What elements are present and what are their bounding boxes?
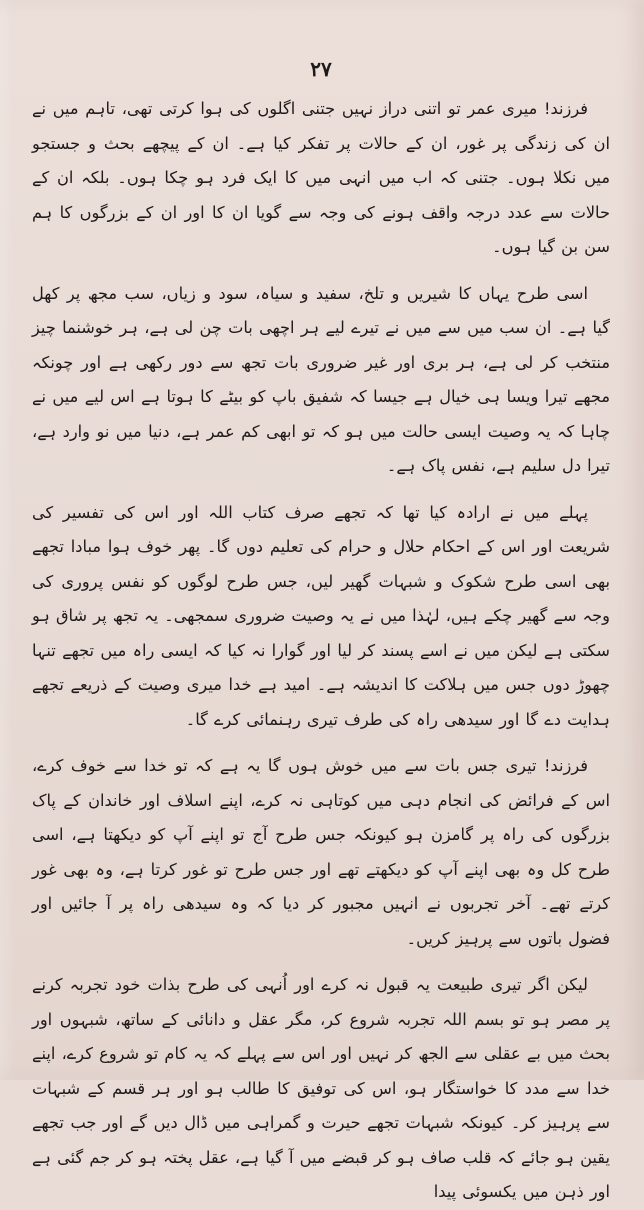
paragraph: فرزند! تیری جس بات سے میں خوش ہوں گا یہ ہے کہ تو خدا سے خوف کرے، اس کے فرائض کی انجام دہی میں کوتاہی نہ کرے، اپنے اسلاف اور خاندان کے پاک بزرگوں کی راہ پر گامزن ہو کیونکہ جس طرح آج تو اپنے آپ کو دیکھتا ہے، اسی طرح کل وہ بھی اپنے آپ کو دیکھتے تھے اور جس طرح تو غور کرتا ہے، وہ بھی غور کرتے تھے۔ آخر تجربوں نے انہیں مجبور کر دیا کہ وہ سیدھی راہ پر آ جائیں اور فضول باتوں سے پرہیز کریں۔ xyxy=(32,756,610,948)
paragraph: پہلے میں نے ارادہ کیا تھا کہ تجھے صرف کتاب اللہ اور اس کی تفسیر کی شریعت اور اس کے احکام حلال و حرام کی تعلیم دوں گا۔ پھر خوف ہوا مبادا تجھے بھی اسی طرح شکوک و شبہات گھیر لیں، جس طرح لوگوں کو نفس پروری کی وجہ سے گھیر چکے ہیں، لہٰذا میں نے یہ وصیت ضروری سمجھی۔ یہ تجھ پر شاق ہو سکتی ہے لیکن میں نے اسے پسند کر لیا اور گوارا نہ کیا کہ ایسی راہ میں تجھے تنہا چھوڑ دوں جس میں ہلاکت کا اندیشہ ہے۔ امید ہے خدا میری وصیت کے ذریعے تجھے ہدایت دے گا اور سیدھی راہ کی طرف تیری رہنمائی کرے گا۔ xyxy=(32,502,610,729)
paragraph: فرزند! میری عمر تو اتنی دراز نہیں جتنی اگلوں کی ہوا کرتی تھی، تاہم میں نے ان کی زندگی پر غور، ان کے حالات پر تفکر کیا ہے۔ ان کے پیچھے بحث و جستجو میں نکلا ہوں۔ جتنی کہ اب میں انہی میں کا ایک فرد ہو چکا ہوں۔ بلکہ ان کے حالات سے عدد درجہ واقف ہونے کی وجہ سے گویا ان کا اور ان کے بزرگوں کا ہم سن بن گیا ہوں۔ xyxy=(32,99,610,256)
paragraph: لیکن اگر تیری طبیعت یہ قبول نہ کرے اور اُنہی کی طرح بذات خود تجربہ کرنے پر مصر ہو تو بسم اللہ تجربہ شروع کر، مگر عقل و دانائی کے ساتھ، شبہوں اور بحث میں بے عقلی سے الجھ کر نہیں اور اس سے پہلے کہ یہ کام تو شروع کرے، اپنے خدا سے مدد کا خواستگار ہو، اس کی توفیق کا طالب ہو اور ہر قسم کے شبہات سے پرہیز کر۔ کیونکہ شبہات تجھے حیرت و گمراہی میں ڈال دیں گے اور جب تجھے یقین ہو جائے کہ قلب صاف ہو کر قبضے میں آ گیا ہے، عقل پختہ ہو کر جم گئی ہے اور ذہن میں یکسوئی پیدا xyxy=(32,975,610,1201)
body-text xyxy=(32,92,610,1210)
paragraph: اسی طرح یہاں کا شیریں و تلخ، سفید و سیاہ، سود و زیاں، سب مجھ پر کھل گیا ہے۔ ان سب میں سے میں نے تیرے لیے ہر اچھی بات چن لی ہے، ہر خوشنما چیز منتخب کر لی ہے، ہر بری اور غیر ضروری بات تجھ سے دور رکھی ہے اور چونکہ مجھے تیرا ویسا ہی خیال ہے جیسا کہ شفیق باپ کو بیٹے کا ہوتا ہے اس لیے میں نے چاہا کہ یہ وصیت ایسی حالت میں ہو کہ تو ابھی کم عمر ہے، دنیا میں نو وارد ہے، تیرا دل سلیم ہے، نفس پاک ہے۔ xyxy=(32,283,610,475)
page-number: ۲۷ xyxy=(310,57,332,81)
